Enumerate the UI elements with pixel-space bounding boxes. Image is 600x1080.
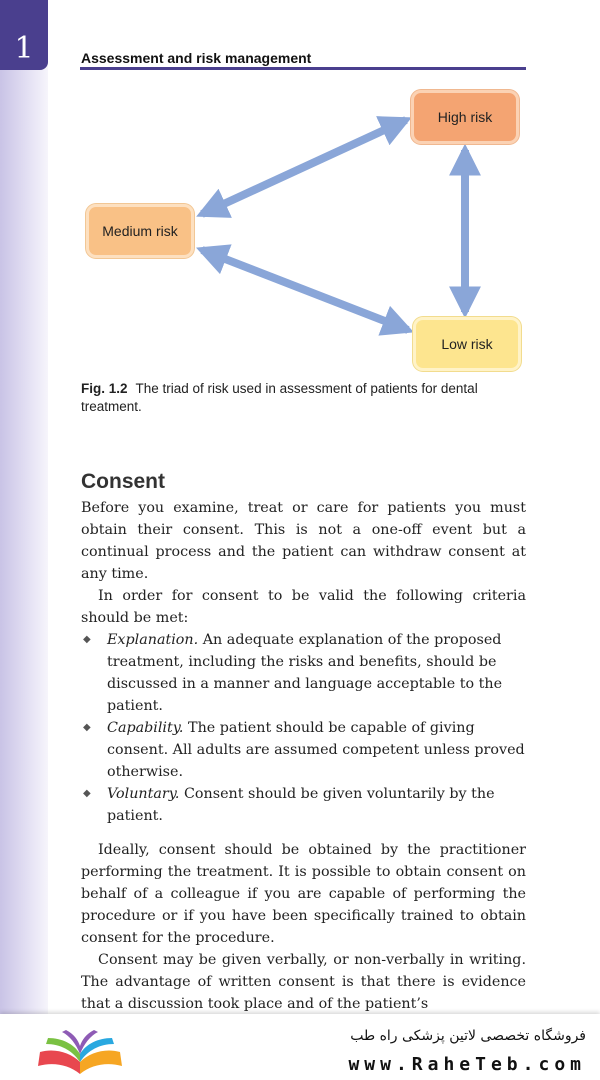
list-item-text: The patient should be capable of giving consent. All adults are assumed competent unless proved otherwise. — [107, 720, 525, 780]
paragraph-2: In order for consent to be valid the following criteria should be met: — [81, 588, 526, 626]
section-title: Consent — [81, 470, 165, 493]
list-item — [81, 717, 526, 783]
list-item-text: An adequate explanation of the proposed treatment, including the risks and benefits, should be discussed in a manner and language acceptable to the patient. — [107, 632, 503, 714]
paragraph-1: Before you examine, treat or care for patients you must obtain their consent. This is not a one-off event but a continual process and the patient can withdraw consent at any time. — [81, 500, 526, 582]
section-body — [81, 497, 526, 1015]
paragraph-4: Consent may be given verbally, or non-verbally in writing. The advantage of written consent is that there is evidence that a discussion took place and of the patient’s — [81, 952, 526, 1012]
figure-caption — [81, 380, 521, 416]
list-item-term: Capability. — [107, 720, 184, 736]
node-low-risk: Low risk — [413, 317, 521, 371]
list-item-term: Voluntary. — [107, 786, 180, 802]
list-item — [81, 629, 526, 717]
chapter-side-tab — [0, 0, 48, 1015]
bullet-icon: ◆ — [83, 634, 91, 645]
open-book-logo-icon — [34, 1030, 126, 1080]
list-item-text: Consent should be given voluntarily by the patient. — [107, 786, 495, 824]
watermark-footer — [0, 1014, 600, 1080]
arrow-medium-low — [202, 250, 408, 330]
running-head: Assessment and risk management — [81, 50, 312, 66]
risk-triad-diagram — [80, 84, 530, 384]
bullet-icon: ◆ — [83, 722, 91, 733]
chapter-number-tab — [0, 0, 48, 70]
node-medium-risk: Medium risk — [86, 204, 194, 258]
paragraph-3: Ideally, consent should be obtained by the practitioner performing the treatment. It is possible to obtain consent on behalf of a colleague if you are capable of performing the procedure or if you have been specifically trained to obtain consent for the procedure. — [81, 842, 526, 946]
list-item — [81, 783, 526, 827]
chapter-number: 1 — [14, 31, 34, 66]
footer-store-name: فروشگاه تخصصی لاتین پزشکی راه طب — [350, 1028, 586, 1044]
running-head-rule — [80, 67, 526, 70]
footer-url: www.RaheTeb.com — [348, 1054, 586, 1075]
bullet-icon: ◆ — [83, 788, 91, 799]
arrow-medium-high — [202, 120, 406, 214]
list-item-term: Explanation. — [107, 632, 199, 648]
figure-label: Fig. 1.2 — [81, 381, 128, 396]
criteria-list — [81, 629, 526, 827]
figure-caption-text: The triad of risk used in assessment of patients for dental treatment. — [81, 381, 478, 414]
node-high-risk: High risk — [411, 90, 519, 144]
